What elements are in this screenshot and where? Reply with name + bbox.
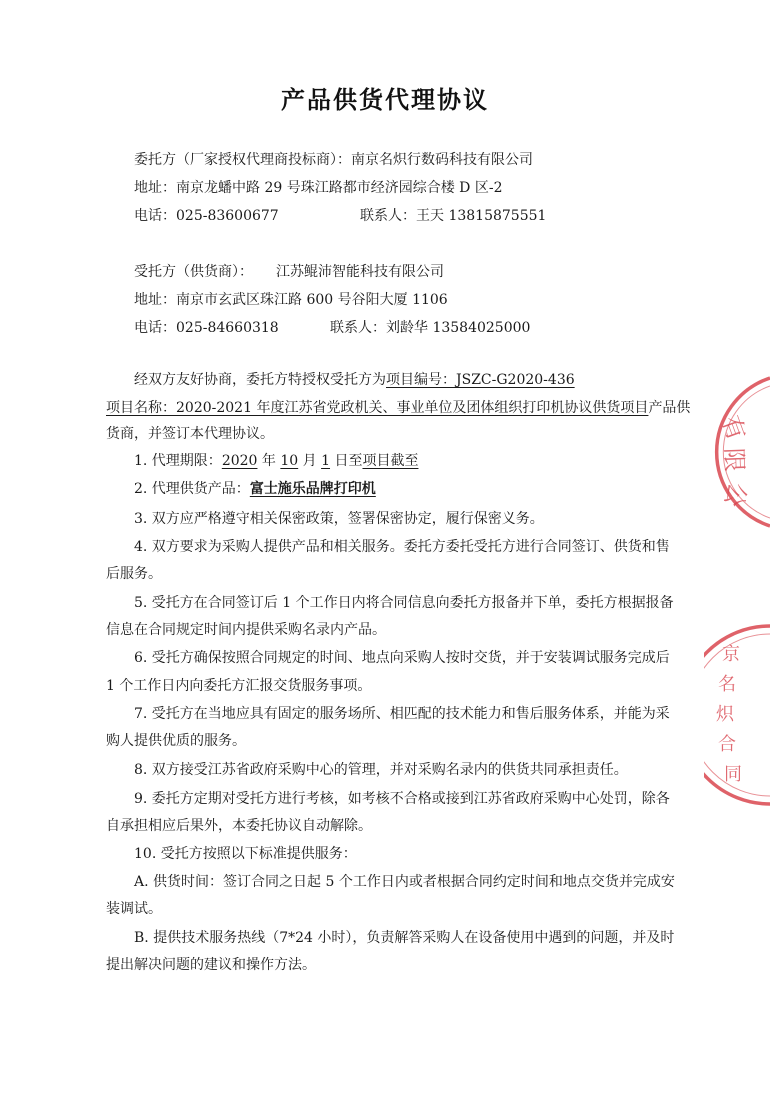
agent-address: 地址：南京市玄武区珠江路 600 号谷阳大厦 1106 (134, 292, 448, 308)
project-number: 项目编号：JSZC-G2020-436 (386, 372, 575, 388)
seal-lower-glyph-4: 合 (718, 734, 736, 755)
intro-text: 经双方友好协商，委托方特授权受托方为 (134, 372, 386, 388)
clause-1-month: 10 (280, 453, 299, 469)
seal-upper-glyph-2: 限 (719, 447, 749, 473)
seal-lower-glyph-1: 京 (722, 644, 740, 665)
principal-contact: 联系人：王天 13815875551 (360, 208, 547, 224)
clause-9-line-2: 自承担相应后果外，本委托协议自动解除。 (106, 818, 372, 834)
seal-lower-glyph-3: 炽 (716, 704, 734, 725)
principal-phone: 电话：025-83600677 (134, 208, 279, 224)
clause-b-line-1: B. 提供技术服务热线（7*24 小时），负责解答采购人在设备使用中遇到的问题，并及时 (134, 930, 675, 946)
clause-1-yue: 月 (298, 453, 322, 469)
clause-1-end: 项目截至 (362, 453, 419, 469)
seal-lower-glyph-5: 同 (724, 764, 742, 785)
clause-2-product: 富士施乐品牌打印机 (249, 481, 376, 497)
company-seal-upper (700, 372, 770, 532)
clause-7-line-1: 7. 受托方在当地应具有固定的服务场所、相匹配的技术能力和售后服务体系，并能为采 (134, 706, 670, 722)
clause-6-line-1: 6. 受托方确保按照合同规定的时间、地点向采购人按时交货，并于安装调试服务完成后 (134, 650, 670, 666)
agent-phone: 电话：025-84660318 (134, 320, 279, 336)
intro-line-3: 货商，并签订本代理协议。 (106, 426, 274, 442)
clause-5-line-2: 信息在合同规定时间内提供采购名录内产品。 (106, 622, 386, 638)
clause-4-line-2: 后服务。 (106, 566, 162, 582)
clause-2-prefix: 2. 代理供货产品： (134, 481, 250, 497)
clause-2 (134, 479, 376, 499)
document-title: 产品供货代理协议 (281, 86, 489, 114)
clause-1-ri: 日至 (330, 453, 363, 469)
clause-b-line-2: 提出解决问题的建议和操作方法。 (106, 957, 316, 973)
seal-upper-glyph-3: 公 (718, 479, 752, 511)
clause-10: 10. 受托方按照以下标准提供服务： (134, 846, 357, 862)
seal-lower-glyph-2: 名 (718, 674, 736, 695)
clause-3: 3. 双方应严格遵守相关保密政策，签署保密协定，履行保密义务。 (134, 511, 544, 527)
clause-1-nian: 年 (257, 453, 281, 469)
intro-text-2: 产品供 (648, 400, 691, 416)
agent-label: 受托方（供货商）： (134, 264, 253, 280)
clause-1-day: 1 (321, 453, 331, 469)
clause-a-line-1: A. 供货时间：签订合同之日起 5 个工作日内或者根据合同约定时间和地点交货并完成安 (134, 874, 675, 890)
clause-6-line-2: 1 个工作日内向委托方汇报交货服务事项。 (106, 678, 372, 694)
company-seal-lower (704, 620, 770, 810)
agent-name: 江苏鲲沛智能科技有限公司 (276, 264, 444, 280)
clause-8: 8. 双方接受江苏省政府采购中心的管理，并对采购名录内的供货共同承担责任。 (134, 762, 628, 778)
clause-1 (134, 451, 418, 471)
intro-line-1 (134, 370, 575, 390)
principal-address: 地址：南京龙蟠中路 29 号珠江路都市经济园综合楼 D 区-2 (134, 180, 503, 196)
clause-4-line-1: 4. 双方要求为采购人提供产品和相关服务。委托方委托受托方进行合同签订、供货和售 (134, 539, 670, 555)
project-name: 项目名称：2020-2021 年度江苏省党政机关、事业单位及团体组织打印机协议供货项目 (106, 400, 649, 416)
clause-a-line-2: 装调试。 (106, 901, 162, 917)
intro-line-2 (106, 398, 690, 418)
agent-contact: 联系人：刘龄华 13584025000 (330, 320, 531, 336)
clause-5-line-1: 5. 受托方在合同签订后 1 个工作日内将合同信息向委托方报备并下单，委托方根据报备 (134, 595, 674, 611)
clause-9-line-1: 9. 委托方定期对受托方进行考核，如考核不合格或接到江苏省政府采购中心处罚，除各 (134, 791, 670, 807)
seal-upper-glyph-1: 有 (716, 411, 751, 444)
clause-1-year: 2020 (221, 453, 258, 469)
clause-7-line-2: 购人提供优质的服务。 (106, 733, 246, 749)
clause-1-prefix: 1. 代理期限： (134, 453, 222, 469)
principal-line: 委托方（厂家授权代理商投标商）：南京名炽行数码科技有限公司 (134, 152, 533, 168)
